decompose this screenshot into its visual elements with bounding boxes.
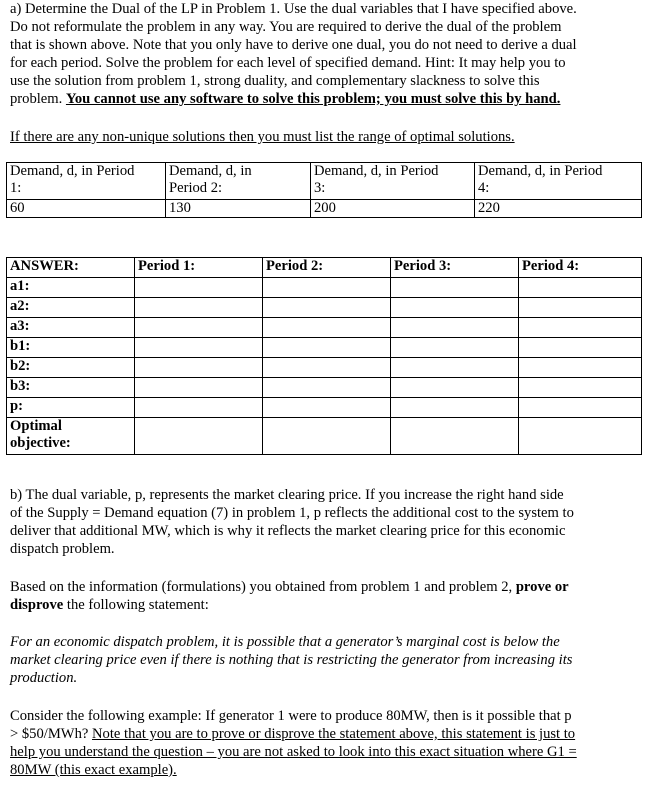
answer-row-a2 [7, 298, 642, 318]
answer-row-label: b3: [7, 378, 135, 398]
answer-cell[interactable] [391, 278, 519, 298]
answer-row-b2 [7, 358, 642, 378]
part-a-line-4: for each period. Solve the problem for each level of specified demand. Hint: It may help you to [10, 55, 566, 71]
answer-cell[interactable] [519, 378, 642, 398]
part-a-line-1: a) Determine the Dual of the LP in Problem 1. Use the dual variables that I have specified above. [10, 1, 577, 17]
statement: For an economic dispatch problem, it is possible that a generator’s marginal cost is below the market clearing price even if there is nothing that is restricting the generator from increasing its production. [10, 634, 573, 686]
answer-cell[interactable] [391, 418, 519, 455]
demand-header-4: Demand, d, in Period 4: [475, 163, 642, 200]
answer-cell[interactable] [519, 298, 642, 318]
answer-cell[interactable] [519, 358, 642, 378]
answer-row-label: Optimal objective: [7, 418, 135, 455]
answer-cell[interactable] [391, 378, 519, 398]
demand-header-3: Demand, d, in Period 3: [311, 163, 475, 200]
answer-cell[interactable] [135, 378, 263, 398]
answer-cell[interactable] [391, 298, 519, 318]
answer-cell[interactable] [135, 298, 263, 318]
answer-row-label: a1: [7, 278, 135, 298]
answer-header-period-4: Period 4: [519, 258, 642, 278]
demand-header-1: Demand, d, in Period 1: [7, 163, 166, 200]
answer-row-objective [7, 418, 642, 455]
answer-cell[interactable] [263, 278, 391, 298]
answer-cell[interactable] [263, 398, 391, 418]
nonunique-note: If there are any non-unique solutions then you must list the range of optimal solutions. [10, 129, 515, 145]
answer-cell[interactable] [263, 418, 391, 455]
answer-cell[interactable] [519, 338, 642, 358]
answer-cell[interactable] [263, 358, 391, 378]
answer-row-label: a3: [7, 318, 135, 338]
answer-row-a1 [7, 278, 642, 298]
answer-cell[interactable] [135, 338, 263, 358]
answer-row-b1 [7, 338, 642, 358]
answer-header-period-3: Period 3: [391, 258, 519, 278]
answer-row-a3 [7, 318, 642, 338]
part-a-instructions [10, 0, 640, 108]
answer-cell[interactable] [263, 378, 391, 398]
answer-cell[interactable] [391, 358, 519, 378]
demand-value-2: 130 [166, 200, 311, 218]
answer-cell[interactable] [135, 358, 263, 378]
answer-cell[interactable] [391, 318, 519, 338]
answer-cell[interactable] [263, 338, 391, 358]
demand-value-4: 220 [475, 200, 642, 218]
demand-table [6, 162, 642, 218]
answer-header-period-2: Period 2: [263, 258, 391, 278]
answer-cell[interactable] [263, 298, 391, 318]
part-a-line-6 [10, 90, 640, 108]
demand-value-1: 60 [7, 200, 166, 218]
part-a-line-3: that is shown above. Note that you only have to derive one dual, you do not need to derive a dual [10, 37, 577, 53]
answer-cell[interactable] [135, 398, 263, 418]
answer-cell[interactable] [519, 278, 642, 298]
answer-row-p [7, 398, 642, 418]
answer-header-row [7, 258, 642, 278]
answer-cell[interactable] [519, 398, 642, 418]
answer-cell[interactable] [135, 278, 263, 298]
part-b-paragraph-2: Based on the information (formulations) you obtained from problem 1 and problem 2, prove or disprove the following statement: [10, 579, 569, 613]
part-b-paragraph-1: b) The dual variable, p, represents the market clearing price. If you increase the right hand side of the Supply = Demand equation (7) in problem 1, p reflects the additional cost to the system to deliver that additional MW, which is why it reflects the market clearing price for this economic dispatch problem. [10, 487, 574, 557]
answer-cell[interactable] [263, 318, 391, 338]
answer-row-label: a2: [7, 298, 135, 318]
answer-cell[interactable] [135, 418, 263, 455]
answer-cell[interactable] [519, 318, 642, 338]
demand-header-row [7, 163, 642, 200]
part-a-line-6-plain: problem. [10, 91, 66, 107]
answer-row-label: b1: [7, 338, 135, 358]
demand-values-row [7, 200, 642, 218]
answer-table [6, 257, 642, 455]
answer-cell[interactable] [519, 418, 642, 455]
answer-header-label: ANSWER: [7, 258, 135, 278]
answer-row-b3 [7, 378, 642, 398]
demand-header-2: Demand, d, in Period 2: [166, 163, 311, 200]
example-paragraph: Consider the following example: If generator 1 were to produce 80MW, then is it possible that p > $50/MWh? Note that you are to prove or disprove the statement above, this statement is just to help you understand the question – you are not asked to look into this exact situation where G1 = 80MW (this exact example). [10, 708, 577, 778]
part-a-line-2: Do not reformulate the problem in any way. You are required to derive the dual of the problem [10, 19, 562, 35]
answer-row-label: p: [7, 398, 135, 418]
answer-cell[interactable] [135, 318, 263, 338]
answer-cell[interactable] [391, 398, 519, 418]
answer-cell[interactable] [391, 338, 519, 358]
answer-row-label: b2: [7, 358, 135, 378]
no-software-warning: You cannot use any software to solve this problem; you must solve this by hand. [65, 91, 561, 107]
demand-value-3: 200 [311, 200, 475, 218]
answer-header-period-1: Period 1: [135, 258, 263, 278]
part-a-line-5: use the solution from problem 1, strong duality, and complementary slackness to solve this [10, 73, 540, 89]
